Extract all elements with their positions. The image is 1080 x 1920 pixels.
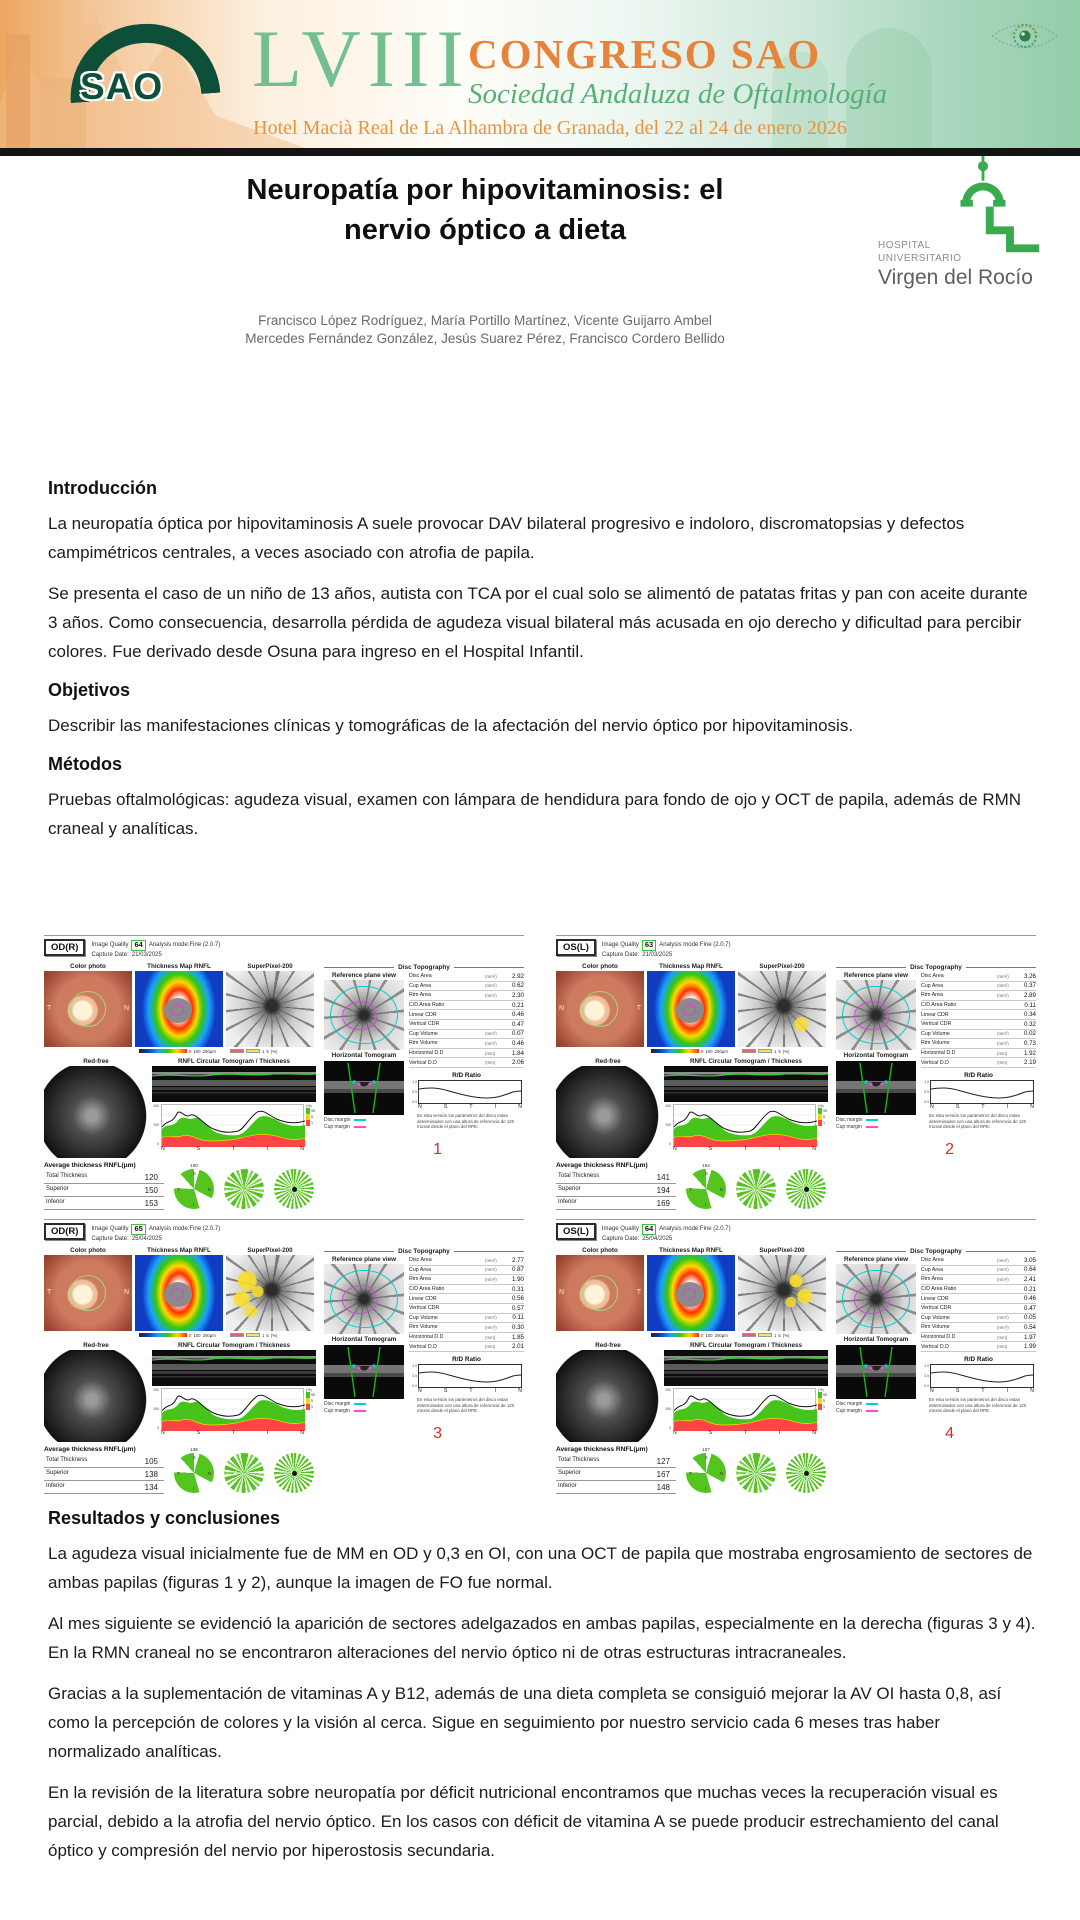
rnfl-thickness-profile-chart bbox=[673, 1388, 816, 1430]
table-row: Rim Volume (mm³) 0.73 bbox=[921, 1039, 1036, 1047]
image-quality-value: 64 bbox=[131, 940, 145, 951]
table-row: Rim Volume (mm³) 0.54 bbox=[921, 1323, 1036, 1331]
sector-charts bbox=[686, 1446, 826, 1493]
horizontal-tomogram-label: Horizontal Tomogram bbox=[331, 1052, 397, 1059]
fine-sector-chart bbox=[274, 1453, 314, 1493]
disc-mask bbox=[676, 1282, 704, 1307]
profile-x-axis: N S T I N bbox=[161, 1430, 304, 1436]
circular-tomogram-label: RNFL Circular Tomogram / Thickness bbox=[177, 1058, 291, 1065]
analysis-mode: Analysis mode:Fine (2.0.7) bbox=[659, 1226, 731, 1232]
photo-side-right: T bbox=[636, 1005, 641, 1013]
table-row: Disc Area (mm²) 3.26 bbox=[921, 972, 1036, 980]
table-row: Rim Area (mm²) 2.89 bbox=[921, 991, 1036, 999]
rd-ratio-y-axis: 1.0 0.5 0.0 bbox=[412, 1079, 417, 1104]
red-free-photo bbox=[44, 1066, 148, 1158]
figure-number: 1 bbox=[433, 1141, 442, 1158]
table-row: Rim Volume (mm³) 0.46 bbox=[409, 1039, 524, 1047]
tower-art bbox=[6, 34, 30, 148]
thickness-scale: 0 100 200μm bbox=[135, 1047, 223, 1055]
table-row: Horizontal D.D (mm) 1.85 bbox=[409, 1333, 524, 1341]
title-line-2: nervio óptico a dieta bbox=[344, 214, 626, 246]
superpixel-scale-yellow bbox=[246, 1049, 260, 1053]
color-fundus-photo bbox=[44, 1255, 132, 1331]
photo-side-left: N bbox=[559, 1289, 565, 1297]
superpixel-label: SuperPixel-200 bbox=[247, 1247, 293, 1254]
oct-figures-grid bbox=[44, 935, 1036, 1492]
eye-label: OD(R) bbox=[44, 1223, 85, 1240]
superpixel-scale-red bbox=[742, 1049, 756, 1053]
capture-date-value: 25/04/2025 bbox=[131, 1235, 162, 1242]
hospital-name: Virgen del Rocío bbox=[878, 266, 1033, 289]
rnfl-thickness-map bbox=[647, 1255, 735, 1331]
table-row: Superior 167 bbox=[556, 1468, 676, 1481]
capture-date-value: 21/03/2025 bbox=[131, 951, 162, 958]
table-row: Inferior 153 bbox=[44, 1197, 164, 1210]
quadrant-sector-chart: S N T I bbox=[686, 1169, 726, 1209]
superpixel-scale-red bbox=[230, 1333, 244, 1337]
photo-side-right: N bbox=[123, 1289, 129, 1297]
heading-objetivos: Objetivos bbox=[48, 680, 131, 700]
superior-sector-value: 150 bbox=[190, 1163, 198, 1168]
hospital-type: HOSPITAL UNIVERSITARIO bbox=[878, 240, 962, 264]
authors-line-1: Francisco López Rodríguez, María Portillo Martínez, Vicente Guijarro Ambel bbox=[258, 313, 712, 328]
color-photo-label: Color photo bbox=[582, 963, 618, 970]
superior-sector-value: 138 bbox=[190, 1447, 198, 1452]
table-row: Cup Area (mm²) 0.64 bbox=[921, 1266, 1036, 1274]
superior-sector-value: 194 bbox=[702, 1163, 710, 1168]
disc-topography-title: Disc Topography bbox=[836, 963, 1036, 972]
image-quality-label: Image Quality bbox=[91, 942, 129, 948]
table-row: Cup Volume (mm³) 0.11 bbox=[409, 1314, 524, 1322]
thickness-scale-gradient bbox=[139, 1049, 187, 1053]
photo-side-right: T bbox=[636, 1289, 641, 1297]
clock-hour-sector-chart bbox=[224, 1453, 264, 1493]
percentile-legend: (%) 95 5 1 bbox=[306, 1104, 315, 1125]
rnfl-thickness-profile-chart bbox=[161, 1104, 304, 1146]
authors bbox=[150, 312, 820, 348]
margin-legend: Disc margin Cup margin bbox=[836, 1117, 916, 1131]
superpixel-map bbox=[738, 1255, 826, 1331]
horizontal-tomogram-label: Horizontal Tomogram bbox=[843, 1336, 909, 1343]
reference-plane-label: Reference plane view bbox=[843, 1256, 909, 1263]
eye-label: OS(L) bbox=[556, 939, 596, 956]
disc-topography-title: Disc Topography bbox=[324, 1247, 524, 1256]
superpixel-scale-yellow bbox=[758, 1049, 772, 1053]
oct-report-figure bbox=[556, 1219, 1036, 1492]
fine-sector-chart bbox=[786, 1453, 826, 1493]
body-text-results bbox=[48, 1508, 1036, 1877]
superpixel-scale: 1 5 (%) bbox=[226, 1047, 314, 1055]
objetivos-paragraph: Describir las manifestaciones clínicas y tomográficas de la afectación del nervio óptico por hipovitaminosis. bbox=[48, 716, 854, 735]
disc-ring bbox=[582, 991, 618, 1027]
superpixel-scale-yellow bbox=[246, 1333, 260, 1337]
superpixel-map bbox=[226, 1255, 314, 1331]
disc-topography-table bbox=[409, 1256, 524, 1415]
capture-date-label: Capture Date: bbox=[91, 951, 129, 958]
figure-number: 2 bbox=[945, 1141, 954, 1158]
oct-report-figure bbox=[556, 935, 1036, 1208]
resultados-paragraph-1: La agudeza visual inicialmente fue de MM en OD y 0,3 en OI, con una OCT de papila que mostraba engrosamiento de sectores de ambas papilas (figuras 1 y 2), aunque la imagen de FO fue normal. bbox=[48, 1544, 1033, 1592]
disc-margin-swatch bbox=[866, 1403, 878, 1405]
superpixel-scale: 1 5 (%) bbox=[738, 1047, 826, 1055]
table-row: Inferior 134 bbox=[44, 1481, 164, 1494]
rnfl-thickness-map bbox=[135, 1255, 223, 1331]
heading-introduccion: Introducción bbox=[48, 478, 157, 498]
rd-ratio-x-axis: N S T I N bbox=[930, 1103, 1034, 1110]
image-quality-value: 63 bbox=[642, 940, 656, 951]
color-photo-label: Color photo bbox=[70, 963, 106, 970]
disc-margin-swatch bbox=[866, 1119, 878, 1121]
metodos-paragraph: Pruebas oftalmológicas: agudeza visual, examen con lámpara de hendidura para fondo de ojo y OCT de papila, además de RMN craneal y analíticas. bbox=[48, 790, 1022, 838]
disc-topography-table bbox=[409, 972, 524, 1131]
capture-date-value: 25/04/2025 bbox=[642, 1235, 673, 1242]
table-row: Inferior 148 bbox=[556, 1481, 676, 1494]
cup-margin-swatch bbox=[866, 1126, 878, 1128]
resultados-paragraph-3: Gracias a la suplementación de vitaminas A y B12, además de una dieta completa se consiguió mejorar la AV OI hasta 0,8, así como la percepción de colores y la visión al cerca. Sigue en seguimiento por nuestro servicio cada 6 meses tras haber normalizado analíticas. bbox=[48, 1684, 1002, 1761]
table-row: Vertical CDR 0.57 bbox=[409, 1304, 524, 1312]
disc-mask bbox=[164, 1282, 192, 1307]
image-quality-label: Image Quality bbox=[91, 1226, 129, 1232]
table-row: Vertical D.D (mm) 1.99 bbox=[921, 1343, 1036, 1351]
thickness-scale-gradient bbox=[651, 1049, 699, 1053]
table-row: Rim Volume (mm³) 0.30 bbox=[409, 1323, 524, 1331]
disc-topography-table bbox=[921, 972, 1036, 1131]
table-row: C/D Area Ratio 0.31 bbox=[409, 1285, 524, 1293]
table-row: Horizontal D.D (mm) 1.92 bbox=[921, 1049, 1036, 1057]
disc-topography-table bbox=[921, 1256, 1036, 1415]
profile-x-axis: N S T I N bbox=[673, 1146, 816, 1152]
rd-ratio-chart: R/D Ratio 1.0 0.5 0.0 N S T I N bbox=[409, 1072, 524, 1110]
color-fundus-photo bbox=[556, 971, 644, 1047]
heading-metodos: Métodos bbox=[48, 754, 122, 774]
oct-report-header bbox=[44, 1223, 524, 1247]
congress-banner bbox=[0, 0, 1080, 148]
oct-report-header bbox=[556, 939, 1036, 963]
cup-margin-outline bbox=[854, 1285, 889, 1314]
capture-date-label: Capture Date: bbox=[91, 1235, 129, 1242]
sector-charts bbox=[174, 1446, 314, 1493]
average-thickness-table bbox=[44, 1162, 164, 1210]
table-row: C/D Area Ratio 0.11 bbox=[921, 1001, 1036, 1009]
table-row: Rim Area (mm²) 2.30 bbox=[409, 991, 524, 999]
reference-plane-label: Reference plane view bbox=[331, 972, 397, 979]
body-text-top bbox=[48, 478, 1036, 855]
table-row: Total Thickness 141 bbox=[556, 1171, 676, 1184]
average-thickness-title: Average thickness RNFL(μm) bbox=[556, 1162, 648, 1169]
color-fundus-photo bbox=[556, 1255, 644, 1331]
horizontal-tomogram-label: Horizontal Tomogram bbox=[843, 1052, 909, 1059]
table-row: C/D Area Ratio 0.21 bbox=[409, 1001, 524, 1009]
photo-side-left: N bbox=[559, 1005, 565, 1013]
table-row: Linear CDR 0.46 bbox=[921, 1295, 1036, 1303]
congress-venue-date: Hotel Macià Real de La Alhambra de Granada, del 22 al 24 de enero 2026 bbox=[253, 117, 847, 139]
cup-margin-swatch bbox=[354, 1410, 366, 1412]
superpixel-scale: 1 5 (%) bbox=[226, 1331, 314, 1339]
table-row: Linear CDR 0.56 bbox=[409, 1295, 524, 1303]
rd-ratio-x-axis: N S T I N bbox=[418, 1103, 522, 1110]
profile-x-axis: N S T I N bbox=[161, 1146, 304, 1152]
photo-side-left: T bbox=[47, 1005, 52, 1013]
page-title bbox=[150, 170, 820, 250]
profile-y-axis: 200 100 0 bbox=[665, 1104, 671, 1146]
red-free-photo bbox=[556, 1350, 660, 1442]
table-row: Rim Area (mm²) 1.90 bbox=[409, 1275, 524, 1283]
average-thickness-table bbox=[556, 1162, 676, 1210]
image-quality-value: 64 bbox=[642, 1224, 656, 1235]
circular-tomogram-label: RNFL Circular Tomogram / Thickness bbox=[177, 1342, 291, 1349]
table-row: Horizontal D.D (mm) 1.97 bbox=[921, 1333, 1036, 1341]
oct-report-header bbox=[556, 1223, 1036, 1247]
congress-title: CONGRESO SAO bbox=[468, 31, 822, 77]
superpixel-scale-red bbox=[742, 1333, 756, 1337]
disc-ring bbox=[70, 1275, 106, 1311]
superpixel-scale-yellow bbox=[758, 1333, 772, 1337]
fine-sector-chart bbox=[274, 1169, 314, 1209]
rd-ratio-x-axis: N S T I N bbox=[418, 1387, 522, 1394]
image-quality-value: 65 bbox=[131, 1224, 145, 1235]
reference-plane-label: Reference plane view bbox=[331, 1256, 397, 1263]
disc-ring bbox=[582, 1275, 618, 1311]
average-thickness-table bbox=[556, 1446, 676, 1494]
cup-margin-swatch bbox=[866, 1410, 878, 1412]
table-row: Cup Area (mm²) 0.87 bbox=[409, 1266, 524, 1274]
circular-tomogram-image bbox=[152, 1350, 316, 1386]
rd-ratio-y-axis: 1.0 0.5 0.0 bbox=[412, 1363, 417, 1388]
quadrant-sector-chart: S N T I bbox=[174, 1169, 214, 1209]
profile-x-axis: N S T I N bbox=[673, 1430, 816, 1436]
percentile-legend: (%) 95 5 1 bbox=[818, 1104, 827, 1125]
percentile-legend: (%) 95 5 1 bbox=[818, 1388, 827, 1409]
table-row: Rim Area (mm²) 2.41 bbox=[921, 1275, 1036, 1283]
table-row: Inferior 169 bbox=[556, 1197, 676, 1210]
table-row: Horizontal D.D (mm) 1.84 bbox=[409, 1049, 524, 1057]
authors-line-2: Mercedes Fernández González, Jesús Suarez Pérez, Francisco Cordero Bellido bbox=[245, 331, 725, 346]
resultados-paragraph-2: Al mes siguiente se evidenció la aparición de sectores adelgazados en ambas papilas, especialmente en la derecha (figuras 3 y 4). En la RMN craneal no se encontraron alteraciones del nervio óptico ni de otras estructuras intracraneales. bbox=[48, 1614, 1036, 1662]
quadrant-sector-chart: S N T I bbox=[174, 1453, 214, 1493]
table-row: Disc Area (mm²) 2.92 bbox=[409, 972, 524, 980]
table-row: Cup Volume (mm³) 0.07 bbox=[409, 1030, 524, 1038]
table-row: Cup Volume (mm³) 0.05 bbox=[921, 1314, 1036, 1322]
margin-legend: Disc margin Cup margin bbox=[324, 1117, 404, 1131]
circular-tomogram-image bbox=[664, 1066, 828, 1102]
circular-tomogram-label: RNFL Circular Tomogram / Thickness bbox=[689, 1342, 803, 1349]
rnfl-thickness-profile-chart bbox=[673, 1104, 816, 1146]
table-row: Disc Area (mm²) 2.77 bbox=[409, 1256, 524, 1264]
cup-margin-swatch bbox=[354, 1126, 366, 1128]
congress-society: Sociedad Andaluza de Oftalmología bbox=[468, 78, 888, 110]
horizontal-tomogram-image bbox=[836, 1345, 916, 1399]
table-row: Vertical CDR 0.47 bbox=[921, 1304, 1036, 1312]
fine-sector-chart bbox=[786, 1169, 826, 1209]
thickness-scale: 0 100 200μm bbox=[135, 1331, 223, 1339]
thickness-scale-gradient bbox=[651, 1333, 699, 1337]
red-free-photo bbox=[44, 1350, 148, 1442]
thickness-map-label: Thickness Map RNFL bbox=[147, 1247, 211, 1254]
thickness-map-label: Thickness Map RNFL bbox=[147, 963, 211, 970]
rnfl-thickness-profile-chart bbox=[161, 1388, 304, 1430]
rd-ratio-y-axis: 1.0 0.5 0.0 bbox=[924, 1363, 929, 1388]
thickness-scale: 0 100 200μm bbox=[647, 1047, 735, 1055]
circular-tomogram-image bbox=[664, 1350, 828, 1386]
title-line-1: Neuropatía por hipovitaminosis: el bbox=[246, 174, 724, 206]
superior-sector-value: 167 bbox=[702, 1447, 710, 1452]
rd-ratio-y-axis: 1.0 0.5 0.0 bbox=[924, 1079, 929, 1104]
profile-y-axis: 200 100 0 bbox=[153, 1388, 159, 1430]
margin-legend: Disc margin Cup margin bbox=[836, 1401, 916, 1415]
rd-ratio-chart: R/D Ratio 1.0 0.5 0.0 N S T I N bbox=[409, 1356, 524, 1394]
table-row: Vertical CDR 0.47 bbox=[409, 1020, 524, 1028]
reference-note: En esta versión los parámetros del disco estan determinados con una altura de referencia de 120 micras desde el plano del RPE. bbox=[929, 1112, 1027, 1130]
hospital-logo bbox=[870, 156, 1070, 308]
table-row: Superior 150 bbox=[44, 1184, 164, 1197]
sector-charts bbox=[686, 1162, 826, 1209]
disc-topography-title: Disc Topography bbox=[836, 1247, 1036, 1256]
superpixel-map bbox=[226, 971, 314, 1047]
horizontal-tomogram-image bbox=[324, 1061, 404, 1115]
eye-label: OS(L) bbox=[556, 1223, 596, 1240]
superpixel-map bbox=[738, 971, 826, 1047]
table-row: Cup Area (mm²) 0.37 bbox=[921, 982, 1036, 990]
table-row: Linear CDR 0.46 bbox=[409, 1011, 524, 1019]
capture-date-value: 21/03/2025 bbox=[642, 951, 673, 958]
reference-plane-view bbox=[324, 1264, 404, 1334]
table-row: Vertical D.D (mm) 2.01 bbox=[409, 1343, 524, 1351]
disc-margin-swatch bbox=[354, 1403, 366, 1405]
disc-ring bbox=[70, 991, 106, 1027]
sao-logo bbox=[58, 14, 228, 124]
reference-plane-view bbox=[836, 980, 916, 1050]
red-free-photo bbox=[556, 1066, 660, 1158]
analysis-mode: Analysis mode:Fine (2.0.7) bbox=[148, 1226, 221, 1232]
reference-note: En esta versión los parámetros del disco estan determinados con una altura de referencia de 120 micras desde el plano del RPE. bbox=[929, 1396, 1027, 1414]
superpixel-scale: 1 5 (%) bbox=[738, 1331, 826, 1339]
red-free-label: Red-free bbox=[83, 1342, 109, 1349]
thickness-map-label: Thickness Map RNFL bbox=[659, 1247, 723, 1254]
percentile-legend: (%) 95 5 1 bbox=[306, 1388, 315, 1409]
table-row: Vertical D.D (mm) 2.06 bbox=[409, 1059, 524, 1067]
oct-report-header bbox=[44, 939, 524, 963]
rnfl-thickness-map bbox=[135, 971, 223, 1047]
disc-mask bbox=[164, 998, 192, 1023]
reference-note: En esta versión los parámetros del disco estan determinados con una altura de referencia de 120 micras desde el plano del RPE. bbox=[417, 1396, 515, 1414]
profile-y-axis: 200 100 0 bbox=[153, 1104, 159, 1146]
horizontal-tomogram-image bbox=[836, 1061, 916, 1115]
rd-ratio-chart: R/D Ratio 1.0 0.5 0.0 N S T I N bbox=[921, 1072, 1036, 1110]
table-row: Disc Area (mm²) 3.05 bbox=[921, 1256, 1036, 1264]
thickness-scale: 0 100 200μm bbox=[647, 1331, 735, 1339]
heading-resultados: Resultados y conclusiones bbox=[48, 1508, 281, 1528]
average-thickness-table bbox=[44, 1446, 164, 1494]
superpixel-label: SuperPixel-200 bbox=[759, 1247, 805, 1254]
disc-margin-swatch bbox=[354, 1119, 366, 1121]
superpixel-label: SuperPixel-200 bbox=[247, 963, 293, 970]
analysis-mode: Analysis mode:Fine (2.0.7) bbox=[148, 942, 221, 948]
table-row: Cup Area (mm²) 0.62 bbox=[409, 982, 524, 990]
table-row: Total Thickness 105 bbox=[44, 1455, 164, 1468]
average-thickness-title: Average thickness RNFL(μm) bbox=[44, 1162, 136, 1169]
circular-tomogram-label: RNFL Circular Tomogram / Thickness bbox=[689, 1058, 803, 1065]
capture-date-label: Capture Date: bbox=[601, 1235, 640, 1242]
cup-margin-outline bbox=[854, 1001, 889, 1030]
table-row: Linear CDR 0.34 bbox=[921, 1011, 1036, 1019]
table-row: Vertical CDR 0.32 bbox=[921, 1020, 1036, 1028]
circular-tomogram-image bbox=[152, 1066, 316, 1102]
average-thickness-title: Average thickness RNFL(μm) bbox=[44, 1446, 136, 1453]
thickness-scale-gradient bbox=[139, 1333, 187, 1337]
table-row: Cup Volume (mm³) 0.02 bbox=[921, 1030, 1036, 1038]
rd-ratio-x-axis: N S T I N bbox=[930, 1387, 1034, 1394]
photo-side-right: N bbox=[123, 1005, 129, 1013]
reference-plane-view bbox=[324, 980, 404, 1050]
rd-ratio-chart: R/D Ratio 1.0 0.5 0.0 N S T I N bbox=[921, 1356, 1036, 1394]
congress-edition: LVIII bbox=[252, 13, 471, 104]
reference-plane-label: Reference plane view bbox=[843, 972, 909, 979]
disc-topography-title: Disc Topography bbox=[324, 963, 524, 972]
table-row: C/D Area Ratio 0.21 bbox=[921, 1285, 1036, 1293]
cup-margin-outline bbox=[342, 1001, 377, 1030]
eye-label: OD(R) bbox=[44, 939, 85, 956]
congress-eye-logo-icon bbox=[988, 10, 1062, 62]
intro-paragraph-1: La neuropatía óptica por hipovitaminosis A suele provocar DAV bilateral progresivo e indoloro, discromatopsias y defectos campimétricos centrales, a veces asociado con atrofia de papila. bbox=[48, 514, 965, 562]
sao-logo-text: SAO bbox=[80, 66, 164, 107]
resultados-paragraph-4: En la revisión de la literatura sobre neuropatía por déficit nutricional encontramos que muchas veces la recuperación visual es parcial, debido a la atrofia del nervio óptico. En los casos con déficit de vitamina A se puede producir estrechamiento del canal óptico y compresión del nervio por hiperostosis secundaria. bbox=[48, 1783, 999, 1860]
color-photo-label: Color photo bbox=[582, 1247, 618, 1254]
table-row: Superior 138 bbox=[44, 1468, 164, 1481]
red-free-label: Red-free bbox=[83, 1058, 109, 1065]
figure-number: 3 bbox=[433, 1425, 442, 1442]
table-row: Total Thickness 127 bbox=[556, 1455, 676, 1468]
color-fundus-photo bbox=[44, 971, 132, 1047]
clock-hour-sector-chart bbox=[736, 1453, 776, 1493]
average-thickness-title: Average thickness RNFL(μm) bbox=[556, 1446, 648, 1453]
disc-mask bbox=[676, 998, 704, 1023]
image-quality-label: Image Quality bbox=[601, 1226, 639, 1232]
intro-paragraph-2: Se presenta el caso de un niño de 13 años, autista con TCA por el cual solo se alimentó de patatas fritas y pan con aceite durante 3 años. Como consecuencia, desarrolla pérdida de agudeza visual bilateral más acusada en ojo derecho y dificultad para percibir colores. Fue derivado desde Osuna para ingreso en el Hospital Infantil. bbox=[48, 584, 1028, 661]
reference-plane-view bbox=[836, 1264, 916, 1334]
oct-report-figure bbox=[44, 935, 524, 1208]
clock-hour-sector-chart bbox=[736, 1169, 776, 1209]
sector-charts bbox=[174, 1162, 314, 1209]
image-quality-label: Image Quality bbox=[601, 942, 639, 948]
superpixel-scale-red bbox=[230, 1049, 244, 1053]
photo-side-left: T bbox=[47, 1289, 52, 1297]
thickness-map-label: Thickness Map RNFL bbox=[659, 963, 723, 970]
figure-number: 4 bbox=[945, 1425, 954, 1442]
horizontal-tomogram-image bbox=[324, 1345, 404, 1399]
cup-margin-outline bbox=[342, 1285, 377, 1314]
table-row: Vertical D.D (mm) 2.19 bbox=[921, 1059, 1036, 1067]
reference-note: En esta versión los parámetros del disco estan determinados con una altura de referencia de 120 micras desde el plano del RPE. bbox=[417, 1112, 515, 1130]
profile-y-axis: 200 100 0 bbox=[665, 1388, 671, 1430]
color-photo-label: Color photo bbox=[70, 1247, 106, 1254]
table-row: Superior 194 bbox=[556, 1184, 676, 1197]
table-row: Total Thickness 120 bbox=[44, 1171, 164, 1184]
red-free-label: Red-free bbox=[595, 1342, 621, 1349]
oct-report-figure bbox=[44, 1219, 524, 1492]
capture-date-label: Capture Date: bbox=[601, 951, 640, 958]
red-free-label: Red-free bbox=[595, 1058, 621, 1065]
divider-bar bbox=[0, 148, 1080, 156]
horizontal-tomogram-label: Horizontal Tomogram bbox=[331, 1336, 397, 1343]
quadrant-sector-chart: S N T I bbox=[686, 1453, 726, 1493]
margin-legend: Disc margin Cup margin bbox=[324, 1401, 404, 1415]
superpixel-label: SuperPixel-200 bbox=[759, 963, 805, 970]
analysis-mode: Analysis mode:Fine (2.0.7) bbox=[659, 942, 731, 948]
rnfl-thickness-map bbox=[647, 971, 735, 1047]
clock-hour-sector-chart bbox=[224, 1169, 264, 1209]
